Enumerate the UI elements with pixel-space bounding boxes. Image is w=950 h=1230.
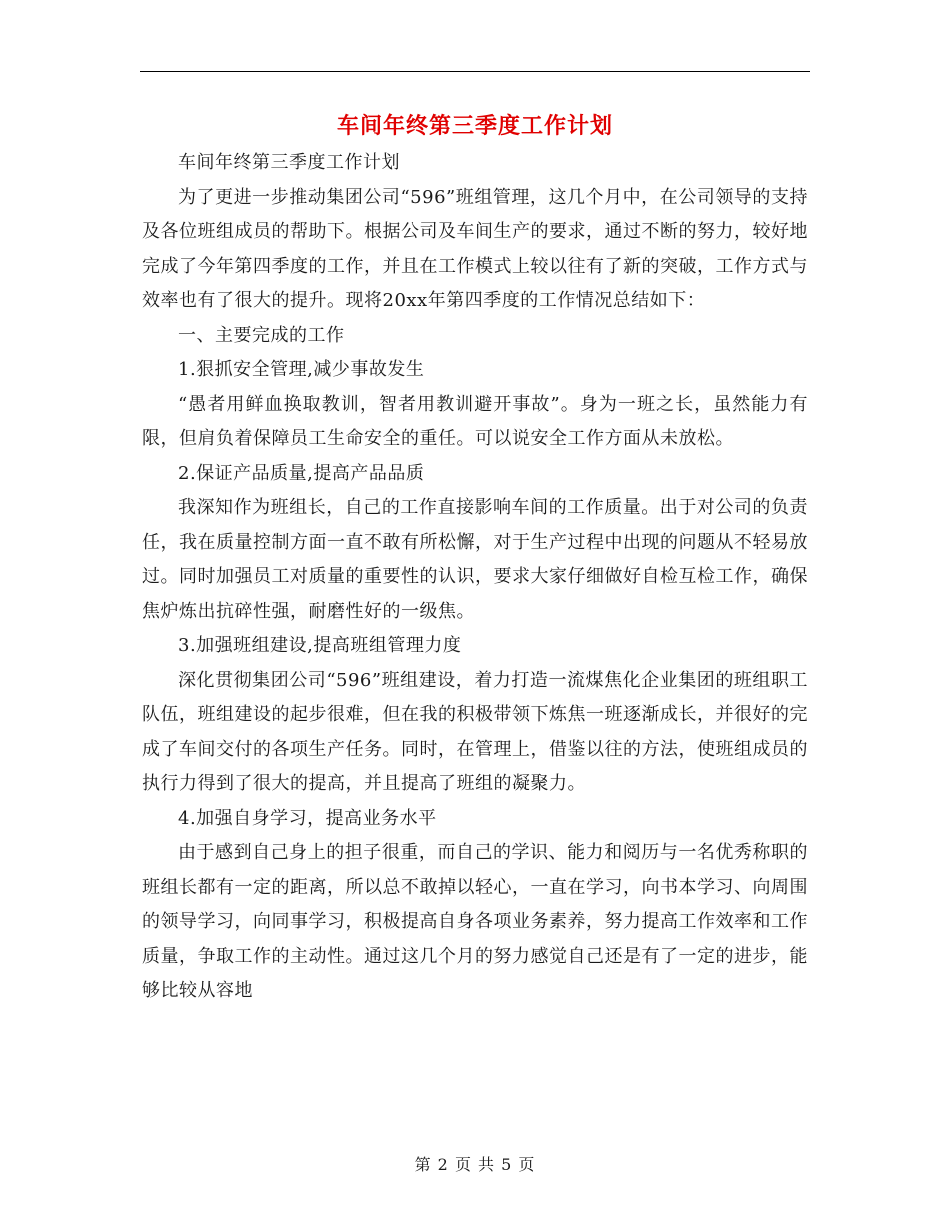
item-body-3: 深化贯彻集团公司“596”班组建设，着力打造一流煤焦化企业集团的班组职工队伍，班组建设的起步很难，但在我的积极带领下炼焦一班逐渐成长，并很好的完成了车间交付的各项生产任务。同时，在管理上，借鉴以往的方法，使班组成员的执行力得到了很大的提高，并且提高了班组的凝聚力。 (142, 669, 808, 794)
item-body-1: “愚者用鲜血换取教训，智者用教训避开事故”。身为一班之长，虽然能力有限，但肩负着保障员工生命安全的重任。可以说安全工作方面从未放松。 (142, 393, 808, 449)
item-heading-3: 3.加强班组建设,提高班组管理力度 (178, 635, 462, 656)
section-heading: 一、主要完成的工作 (178, 324, 345, 346)
header-rule (140, 71, 810, 72)
document-title: 车间年终第三季度工作计划 (336, 113, 613, 139)
item-heading-4: 4.加强自身学习，提高业务水平 (178, 807, 437, 829)
document-body (142, 146, 808, 1009)
intro-paragraph: 为了更进一步推动集团公司“596”班组管理，这几个月中，在公司领导的支持及各位班组成员的帮助下。根据公司及车间生产的要求，通过不断的努力，较好地完成了今年第四季度的工作，并且在工作模式上较以往有了新的突破，工作方式与效率也有了很大的提升。现将20xx年第四季度的工作情况总结如下： (142, 186, 808, 311)
item-heading-2: 2.保证产品质量,提高产品品质 (178, 462, 425, 484)
item-body-2: 我深知作为班组长，自己的工作直接影响车间的工作质量。出于对公司的负责任，我在质量控制方面一直不敢有所松懈，对于生产过程中出现的问题从不轻易放过。同时加强员工对质量的重要性的认识，要求大家仔细做好自检互检工作，确保焦炉炼出抗碎性强，耐磨性好的一级焦。 (142, 497, 808, 622)
subtitle-paragraph: 车间年终第三季度工作计划 (178, 152, 400, 173)
page-footer: 第 2 页 共 5 页 (414, 1155, 536, 1174)
item-body-4: 由于感到自己身上的担子很重，而自己的学识、能力和阅历与一名优秀称职的班组长都有一定的距离，所以总不敢掉以轻心，一直在学习，向书本学习、向周围的领导学习，向同事学习，积极提高自身各项业务素养，努力提高工作效率和工作质量，争取工作的主动性。通过这几个月的努力感觉自己还是有了一定的进步，能够比较从容地 (142, 842, 808, 1001)
item-heading-1: 1.狠抓安全管理,减少事故发生 (178, 359, 425, 380)
